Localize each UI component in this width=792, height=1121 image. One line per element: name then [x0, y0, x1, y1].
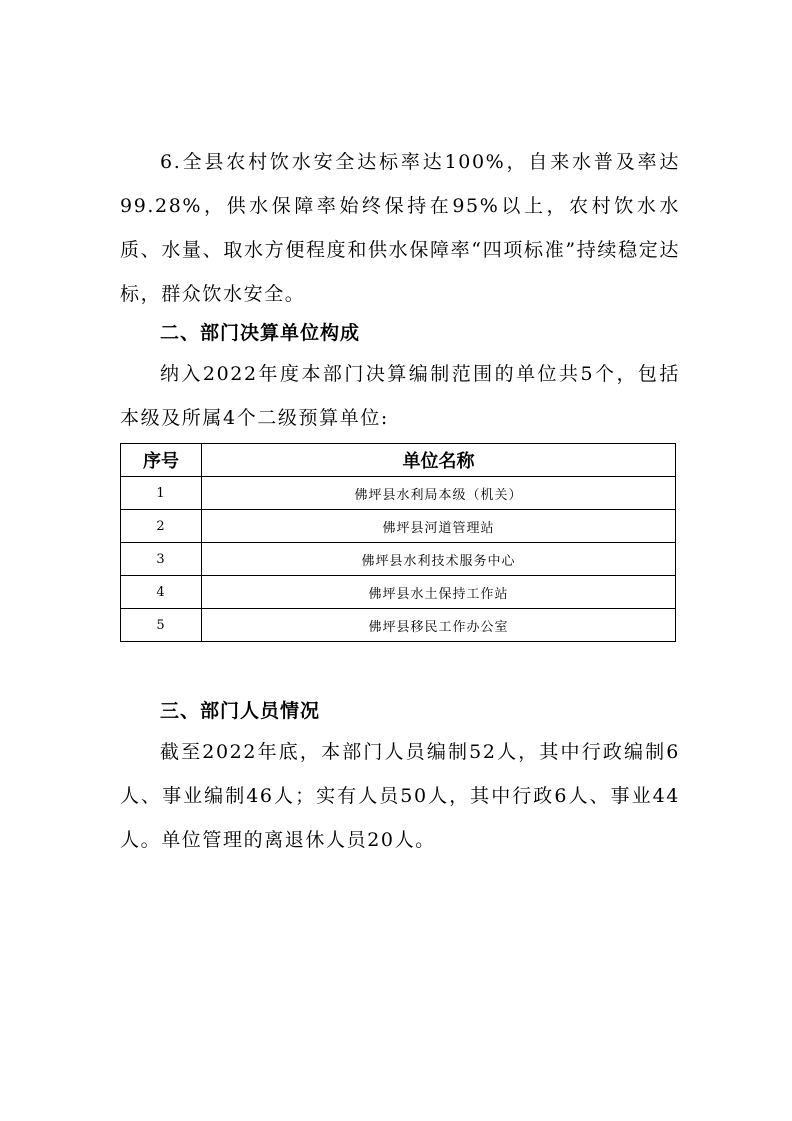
cell-no: 3 — [121, 543, 202, 576]
header-name: 单位名称 — [202, 444, 676, 477]
heading-staffing: 三、部门人员情况 — [160, 700, 321, 722]
paragraph-staffing: 截至2022年底，本部门人员编制52人，其中行政编制6人、事业编制46人；实有人员50人，其中行政6人、事业44人。单位管理的离退休人员20人。 — [120, 741, 680, 851]
cell-no: 2 — [121, 510, 202, 543]
units-table — [120, 443, 676, 642]
cell-no: 5 — [121, 609, 202, 642]
heading-unit-composition: 二、部门决算单位构成 — [160, 322, 361, 344]
cell-name: 佛坪县水利技术服务中心 — [202, 543, 676, 576]
cell-name: 佛坪县水土保持工作站 — [202, 576, 676, 609]
table-row — [121, 477, 676, 510]
table-header-row — [121, 444, 676, 477]
table-row — [121, 576, 676, 609]
cell-no: 1 — [121, 477, 202, 510]
cell-name: 佛坪县移民工作办公室 — [202, 609, 676, 642]
table-row — [121, 510, 676, 543]
cell-name: 佛坪县水利局本级（机关） — [202, 477, 676, 510]
paragraph-water-safety: 6.全县农村饮水安全达标率达100%，自来水普及率达99.28%，供水保障率始终保持在95%以上，农村饮水水质、水量、取水方便程度和供水保障率“四项标准”持续稳定达标，群众饮水安全。 — [120, 151, 680, 305]
cell-no: 4 — [121, 576, 202, 609]
cell-name: 佛坪县河道管理站 — [202, 510, 676, 543]
paragraph-unit-composition: 纳入2022年度本部门决算编制范围的单位共5个，包括本级及所属4个二级预算单位: — [120, 363, 680, 429]
table-row — [121, 609, 676, 642]
table-row — [121, 543, 676, 576]
header-no: 序号 — [121, 444, 202, 477]
